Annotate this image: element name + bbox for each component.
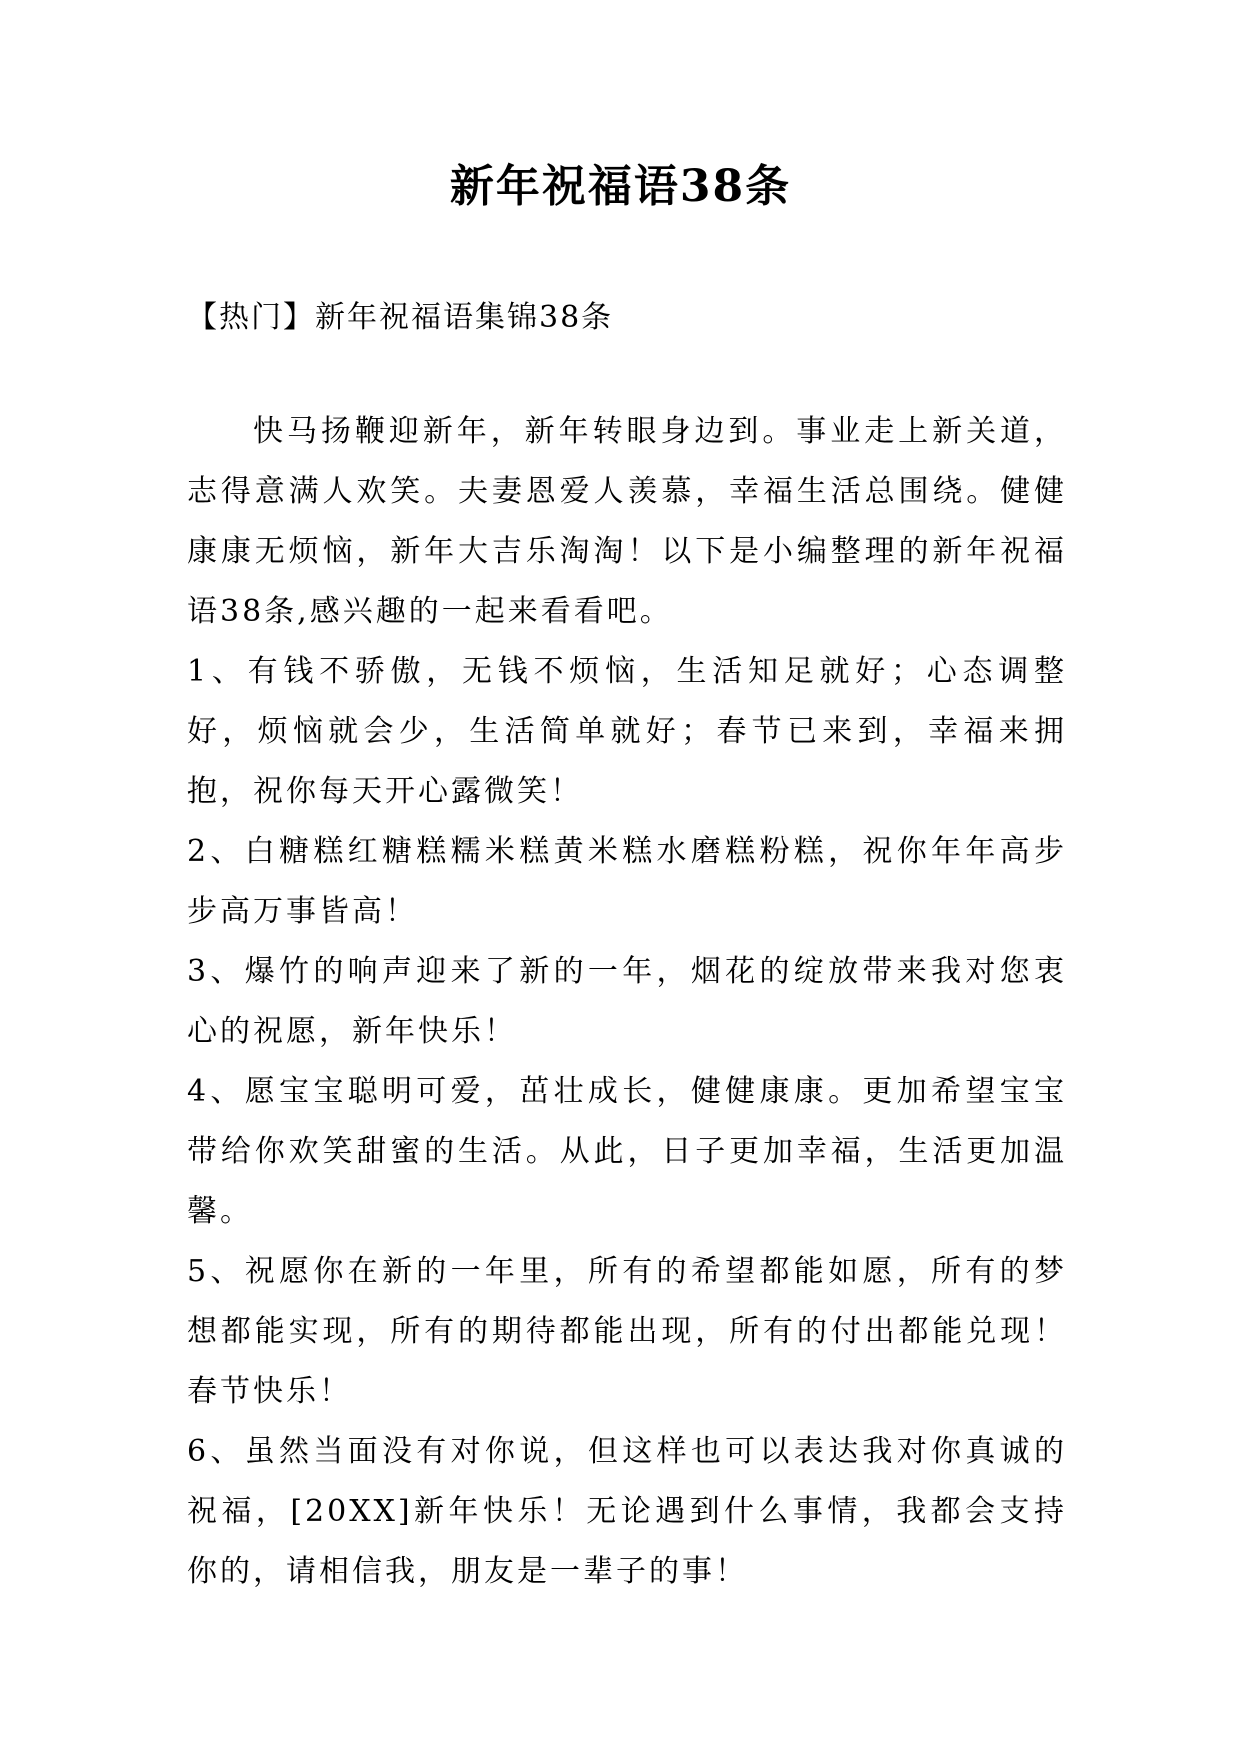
list-item: 4、愿宝宝聪明可爱，茁壮成长，健健康康。更加希望宝宝带给你欢笑甜蜜的生活。从此，日子更加幸福，生活更加温馨。 xyxy=(187,1074,1067,1229)
list-item: 5、祝愿你在新的一年里，所有的希望都能如愿，所有的梦想都能实现，所有的期待都能出现，所有的付出都能兑现！春节快乐！ xyxy=(187,1254,1067,1409)
page-title: 新年祝福语38条 xyxy=(449,161,792,212)
document-subtitle: 【热门】新年祝福语集锦38条 xyxy=(187,300,614,335)
list-item: 6、虽然当面没有对你说，但这样也可以表达我对你真诚的祝福，[20XX]新年快乐！无论遇到什么事情，我都会支持你的，请相信我，朋友是一辈子的事！ xyxy=(187,1434,1067,1589)
list-item: 3、爆竹的响声迎来了新的一年，烟花的绽放带来我对您衷心的祝愿，新年快乐！ xyxy=(187,954,1067,1049)
intro-paragraph: 快马扬鞭迎新年，新年转眼身边到。事业走上新关道，志得意满人欢笑。夫妻恩爱人羡慕，幸福生活总围绕。健健康康无烦恼，新年大吉乐淘淘！以下是小编整理的新年祝福语38条,感兴趣的一起来看看吧。 xyxy=(187,414,1067,629)
list-item: 2、白糖糕红糖糕糯米糕黄米糕水磨糕粉糕，祝你年年高步步高万事皆高！ xyxy=(187,834,1067,929)
list-item: 1、有钱不骄傲，无钱不烦恼，生活知足就好；心态调整好，烦恼就会少，生活简单就好；春节已来到，幸福来拥抱，祝你每天开心露微笑！ xyxy=(187,654,1067,809)
document-body xyxy=(187,402,1067,1602)
